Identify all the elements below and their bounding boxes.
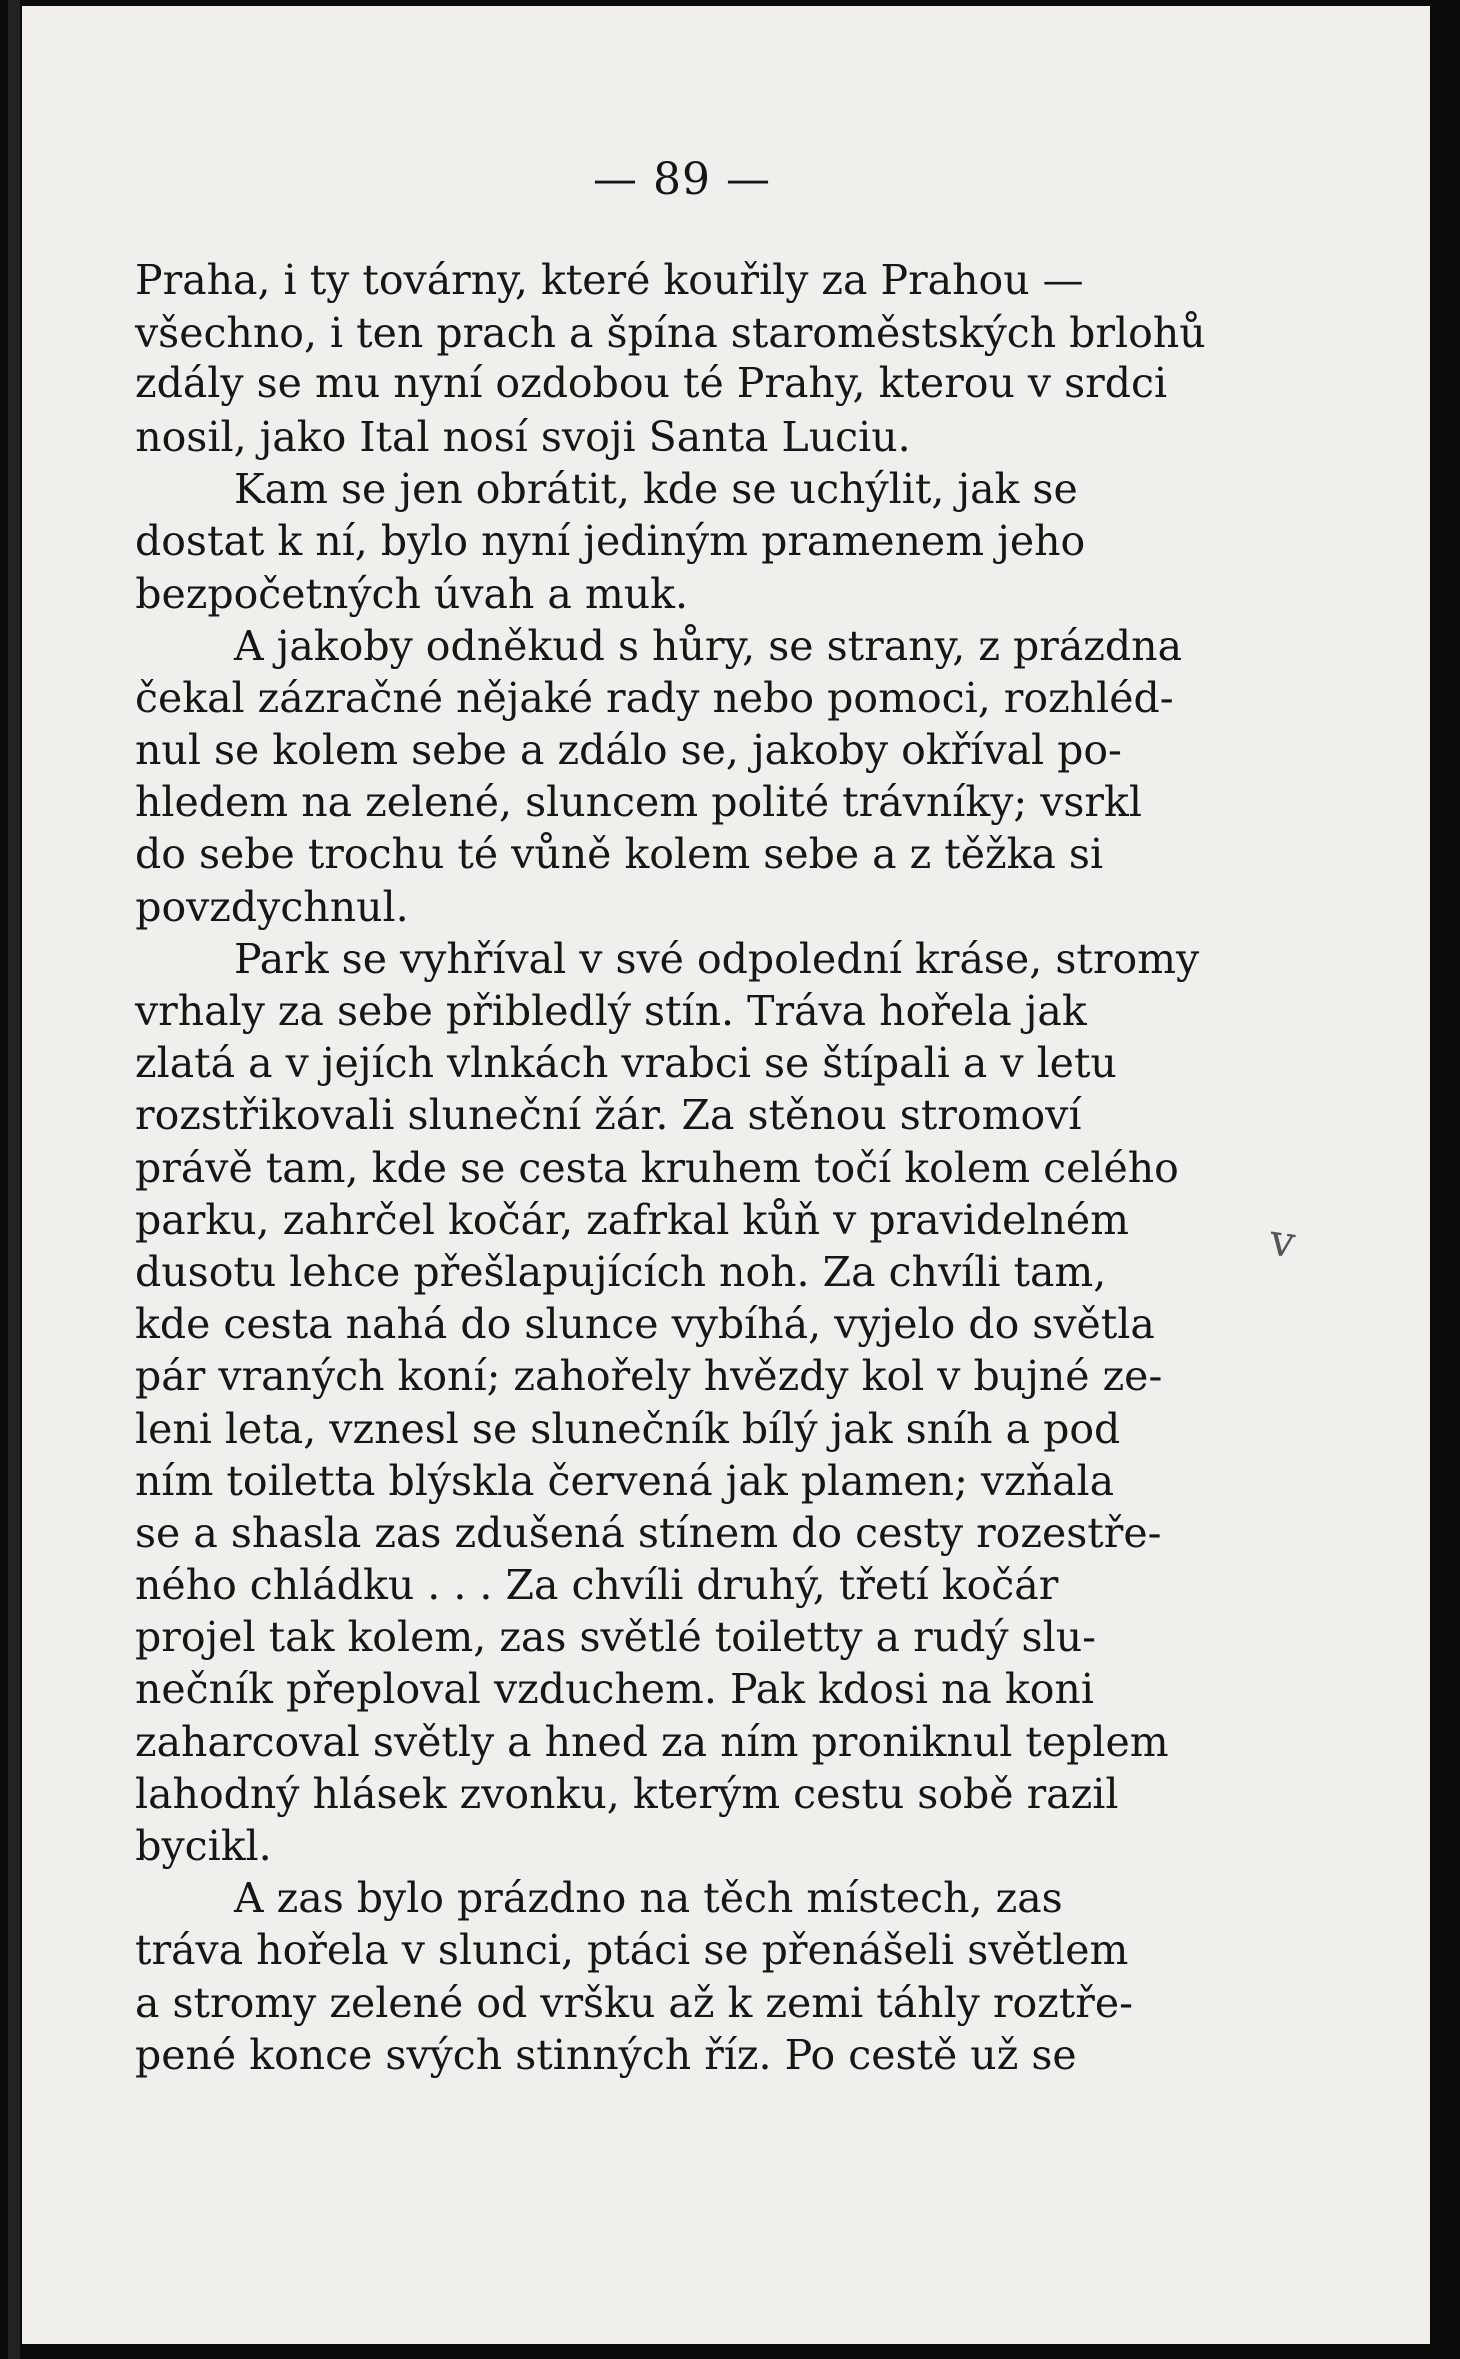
text-line: nosil, jako Ital nosí svoji Santa Luciu. — [135, 412, 911, 461]
text-line: nul se kolem sebe a zdálo se, jakoby okříval po- — [135, 726, 1123, 775]
book-page — [22, 6, 1430, 2344]
text-line: pené konce svých stinných říz. Po cestě už se — [135, 2030, 1077, 2079]
text-line: Kam se jen obrátit, kde se uchýlit, jak se — [233, 465, 1078, 514]
page-edge — [8, 0, 20, 2359]
text-line: rozstřikovali sluneční žár. Za stěnou stromoví — [135, 1091, 1082, 1140]
text-line: a stromy zelené od vršku až k zemi táhly roztře- — [135, 1978, 1134, 2027]
text-line: nečník přeploval vzduchem. Pak kdosi na koni — [135, 1665, 1095, 1714]
text-line: bezpočetných úvah a muk. — [135, 569, 689, 618]
margin-mark: v — [1266, 1214, 1299, 1269]
text-line: zaharcoval světly a hned za ním proniknul teplem — [135, 1717, 1169, 1766]
text-line: bycikl. — [135, 1822, 272, 1871]
text-line: A jakoby odněkud s hůry, se strany, z prázdna — [233, 621, 1182, 670]
text-line: dostat k ní, bylo nyní jediným pramenem jeho — [135, 517, 1086, 566]
text-line: se a shasla zas zdušená stínem do cesty rozestře- — [135, 1508, 1162, 1557]
text-line: ného chládku . . . Za chvíli druhý, třetí kočár — [135, 1561, 1059, 1610]
text-line: vrhaly za sebe přibledlý stín. Tráva hořela jak — [135, 987, 1087, 1036]
text-line: parku, zahrčel kočár, zafrkal kůň v pravidelném — [135, 1195, 1130, 1244]
text-line: kde cesta nahá do slunce vybíhá, vyjelo do světla — [135, 1300, 1156, 1349]
text-line: právě tam, kde se cesta kruhem točí kolem celého — [135, 1143, 1180, 1192]
text-line: tráva hořela v slunci, ptáci se přenášeli světlem — [135, 1926, 1129, 1975]
text-line: projel tak kolem, zas světlé toiletty a rudý slu- — [135, 1613, 1097, 1662]
text-line: lahodný hlásek zvonku, kterým cestu sobě razil — [135, 1769, 1119, 1818]
text-line: povzdychnul. — [135, 882, 409, 931]
text-line: do sebe trochu té vůně kolem sebe a z těžka si — [135, 830, 1104, 879]
text-line: všechno, i ten prach a špína staroměstských brlohů — [135, 308, 1206, 357]
text-line: ním toiletta blýskla červená jak plamen; vzňala — [135, 1456, 1115, 1505]
text-line: leni leta, vznesl se slunečník bílý jak sníh a pod — [135, 1404, 1121, 1453]
text-line: zlatá a v jejích vlnkách vrabci se štípali a v letu — [135, 1039, 1118, 1088]
page-text — [22, 6, 1430, 2344]
text-line: Park se vyhříval v své odpolední kráse, stromy — [233, 934, 1200, 983]
text-line: hledem na zelené, sluncem polité trávníky; vsrkl — [135, 778, 1143, 827]
text-line: Praha, i ty továrny, které kouřily za Prahou — — [135, 256, 1084, 305]
text-line: čekal zázračné nějaké rady nebo pomoci, rozhléd- — [135, 673, 1174, 722]
text-line: A zas bylo prázdno na těch místech, zas — [233, 1874, 1063, 1923]
page-number: — 89 — — [593, 154, 771, 205]
text-line: zdály se mu nyní ozdobou té Prahy, kterou v srdci — [135, 359, 1168, 408]
text-line: dusotu lehce přešlapujících noh. Za chvíli tam, — [135, 1247, 1107, 1296]
text-line: pár vraných koní; zahořely hvězdy kol v bujné ze- — [135, 1352, 1163, 1401]
